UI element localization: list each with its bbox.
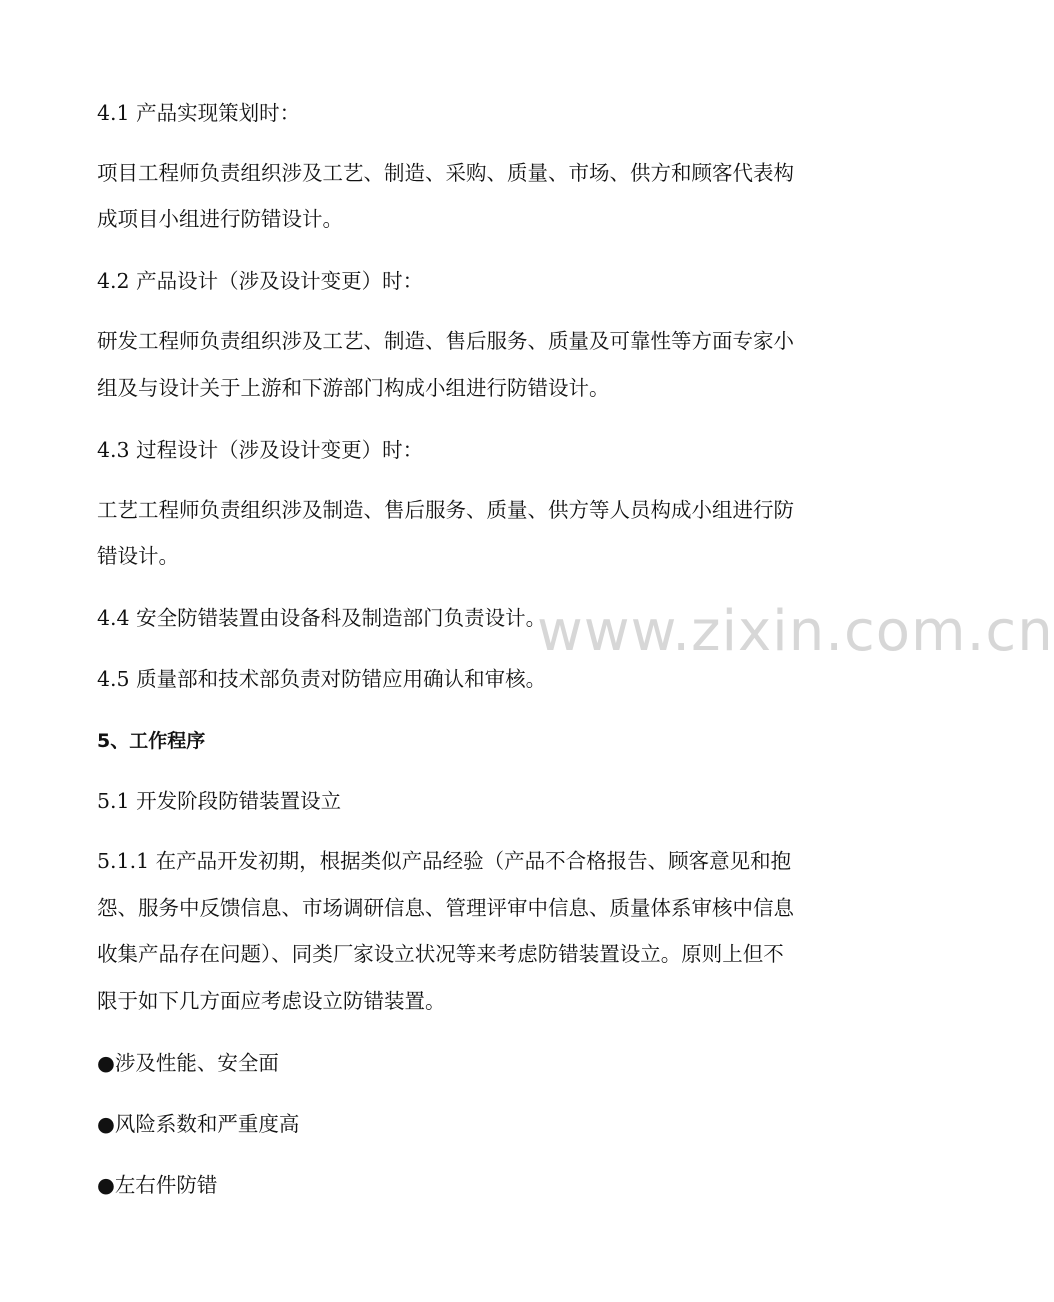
bullet-item: ●涉及性能、安全面 xyxy=(97,1051,279,1075)
heading-5-1: 5.1 开发阶段防错装置设立 xyxy=(97,789,342,813)
paragraph-4-5: 4.5 质量部和技术部负责对防错应用确认和审核。 xyxy=(97,667,547,691)
heading-4-3: 4.3 过程设计（涉及设计变更）时： xyxy=(97,438,424,462)
bullet-item: ●风险系数和严重度高 xyxy=(97,1112,300,1136)
paragraph-4-2-line-1: 研发工程师负责组织涉及工艺、制造、售后服务、质量及可靠性等方面专家小 xyxy=(97,329,794,353)
paragraph-4-1-line-1: 项目工程师负责组织涉及工艺、制造、采购、质量、市场、供方和顾客代表构 xyxy=(97,161,794,185)
paragraph-4-3-line-1: 工艺工程师负责组织涉及制造、售后服务、质量、供方等人员构成小组进行防 xyxy=(97,498,794,522)
paragraph-5-1-1-line-3: 收集产品存在问题）、同类厂家设立状况等来考虑防错装置设立。原则上但不 xyxy=(97,942,784,966)
paragraph-4-1-line-2: 成项目小组进行防错设计。 xyxy=(97,207,343,231)
section-5-heading: 5、工作程序 xyxy=(97,730,206,752)
bullet-item: ●左右件防错 xyxy=(97,1173,218,1197)
heading-4-2: 4.2 产品设计（涉及设计变更）时： xyxy=(97,269,424,293)
watermark: www.zixin.com.cn xyxy=(537,599,1054,664)
paragraph-5-1-1-line-1: 5.1.1 在产品开发初期，根据类似产品经验（产品不合格报告、顾客意见和抱 xyxy=(97,849,792,873)
paragraph-4-3-line-2: 错设计。 xyxy=(97,544,179,568)
paragraph-5-1-1-line-2: 怨、服务中反馈信息、市场调研信息、管理评审中信息、质量体系审核中信息 xyxy=(97,896,794,920)
paragraph-4-4: 4.4 安全防错装置由设备科及制造部门负责设计。 xyxy=(97,606,547,630)
paragraph-4-2-line-2: 组及与设计关于上游和下游部门构成小组进行防错设计。 xyxy=(97,376,610,400)
heading-4-1: 4.1 产品实现策划时： xyxy=(97,101,301,125)
paragraph-5-1-1-line-4: 限于如下几方面应考虑设立防错装置。 xyxy=(97,989,446,1013)
